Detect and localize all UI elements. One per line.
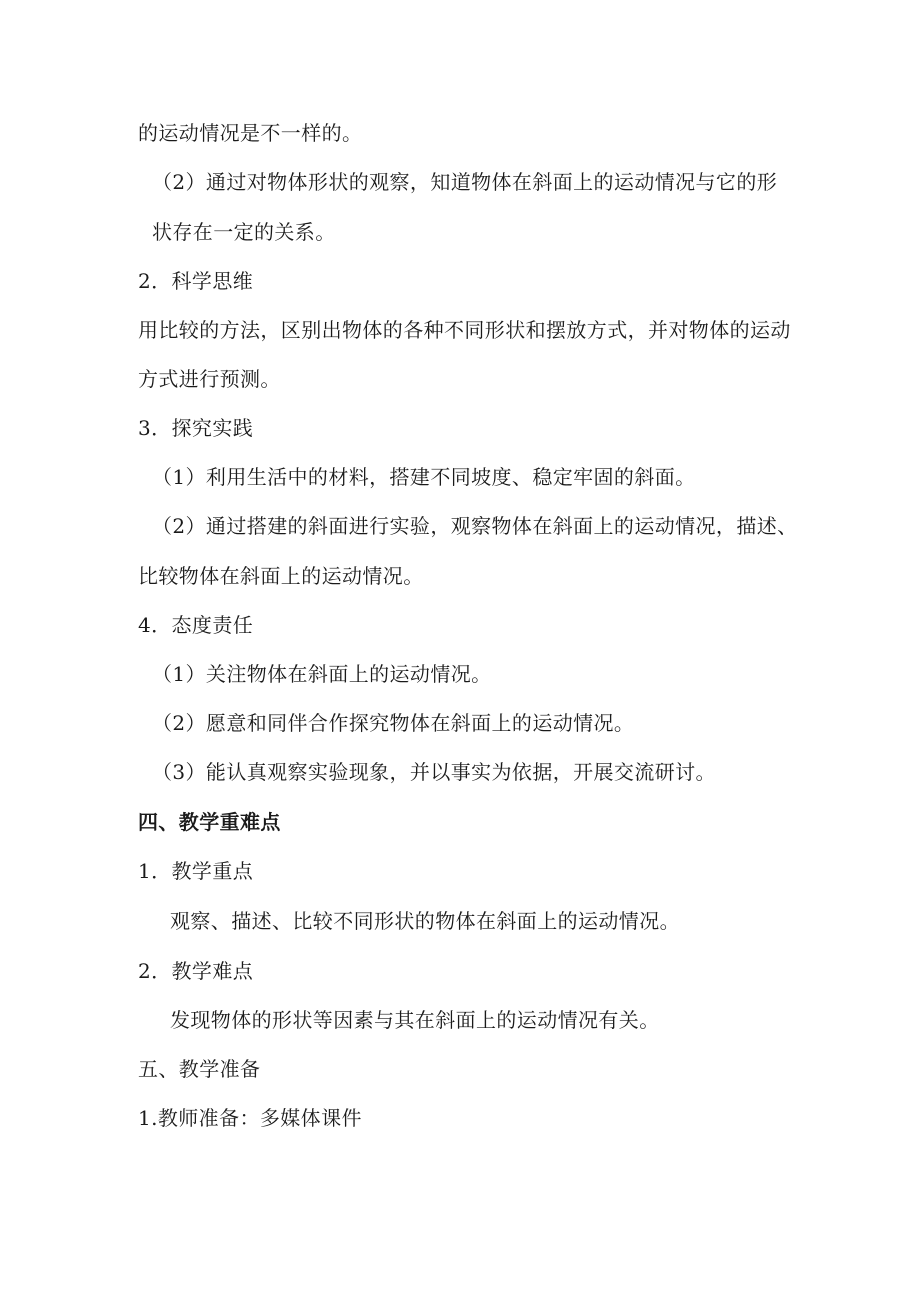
text-line: 的运动情况是不一样的。 [138,121,363,145]
section-heading: 1．教学重点 [138,859,254,883]
chapter-heading: 四、教学重难点 [138,810,281,834]
section-heading: 3．探究实践 [138,416,254,440]
text-line: 用比较的方法，区别出物体的各种不同形状和摆放方式，并对物体的运动 [138,318,791,342]
text-line: （2）通过对物体形状的观察，知道物体在斜面上的运动情况与它的形 [152,170,778,194]
text-line: 1.教师准备：多媒体课件 [138,1106,362,1130]
section-heading: 2．科学思维 [138,269,254,293]
chapter-heading: 五、教学准备 [138,1057,261,1081]
text-line: 观察、描述、比较不同形状的物体在斜面上的运动情况。 [170,909,680,933]
text-line: （3）能认真观察实验现象，并以事实为依据，开展交流研讨。 [152,760,716,784]
text-line: （1）利用生活中的材料，搭建不同坡度、稳定牢固的斜面。 [152,465,696,489]
text-line: （2）愿意和同伴合作探究物体在斜面上的运动情况。 [152,711,635,735]
text-line: （2）通过搭建的斜面进行实验，观察物体在斜面上的运动情况，描述、 [152,514,798,538]
text-line: 状存在一定的关系。 [152,220,336,244]
section-heading: 2．教学难点 [138,959,254,983]
section-heading: 4．态度责任 [138,613,254,637]
text-line: 方式进行预测。 [138,367,281,391]
text-line: 发现物体的形状等因素与其在斜面上的运动情况有关。 [170,1008,660,1032]
text-line: （1）关注物体在斜面上的运动情况。 [152,662,492,686]
text-line: 比较物体在斜面上的运动情况。 [138,564,424,588]
